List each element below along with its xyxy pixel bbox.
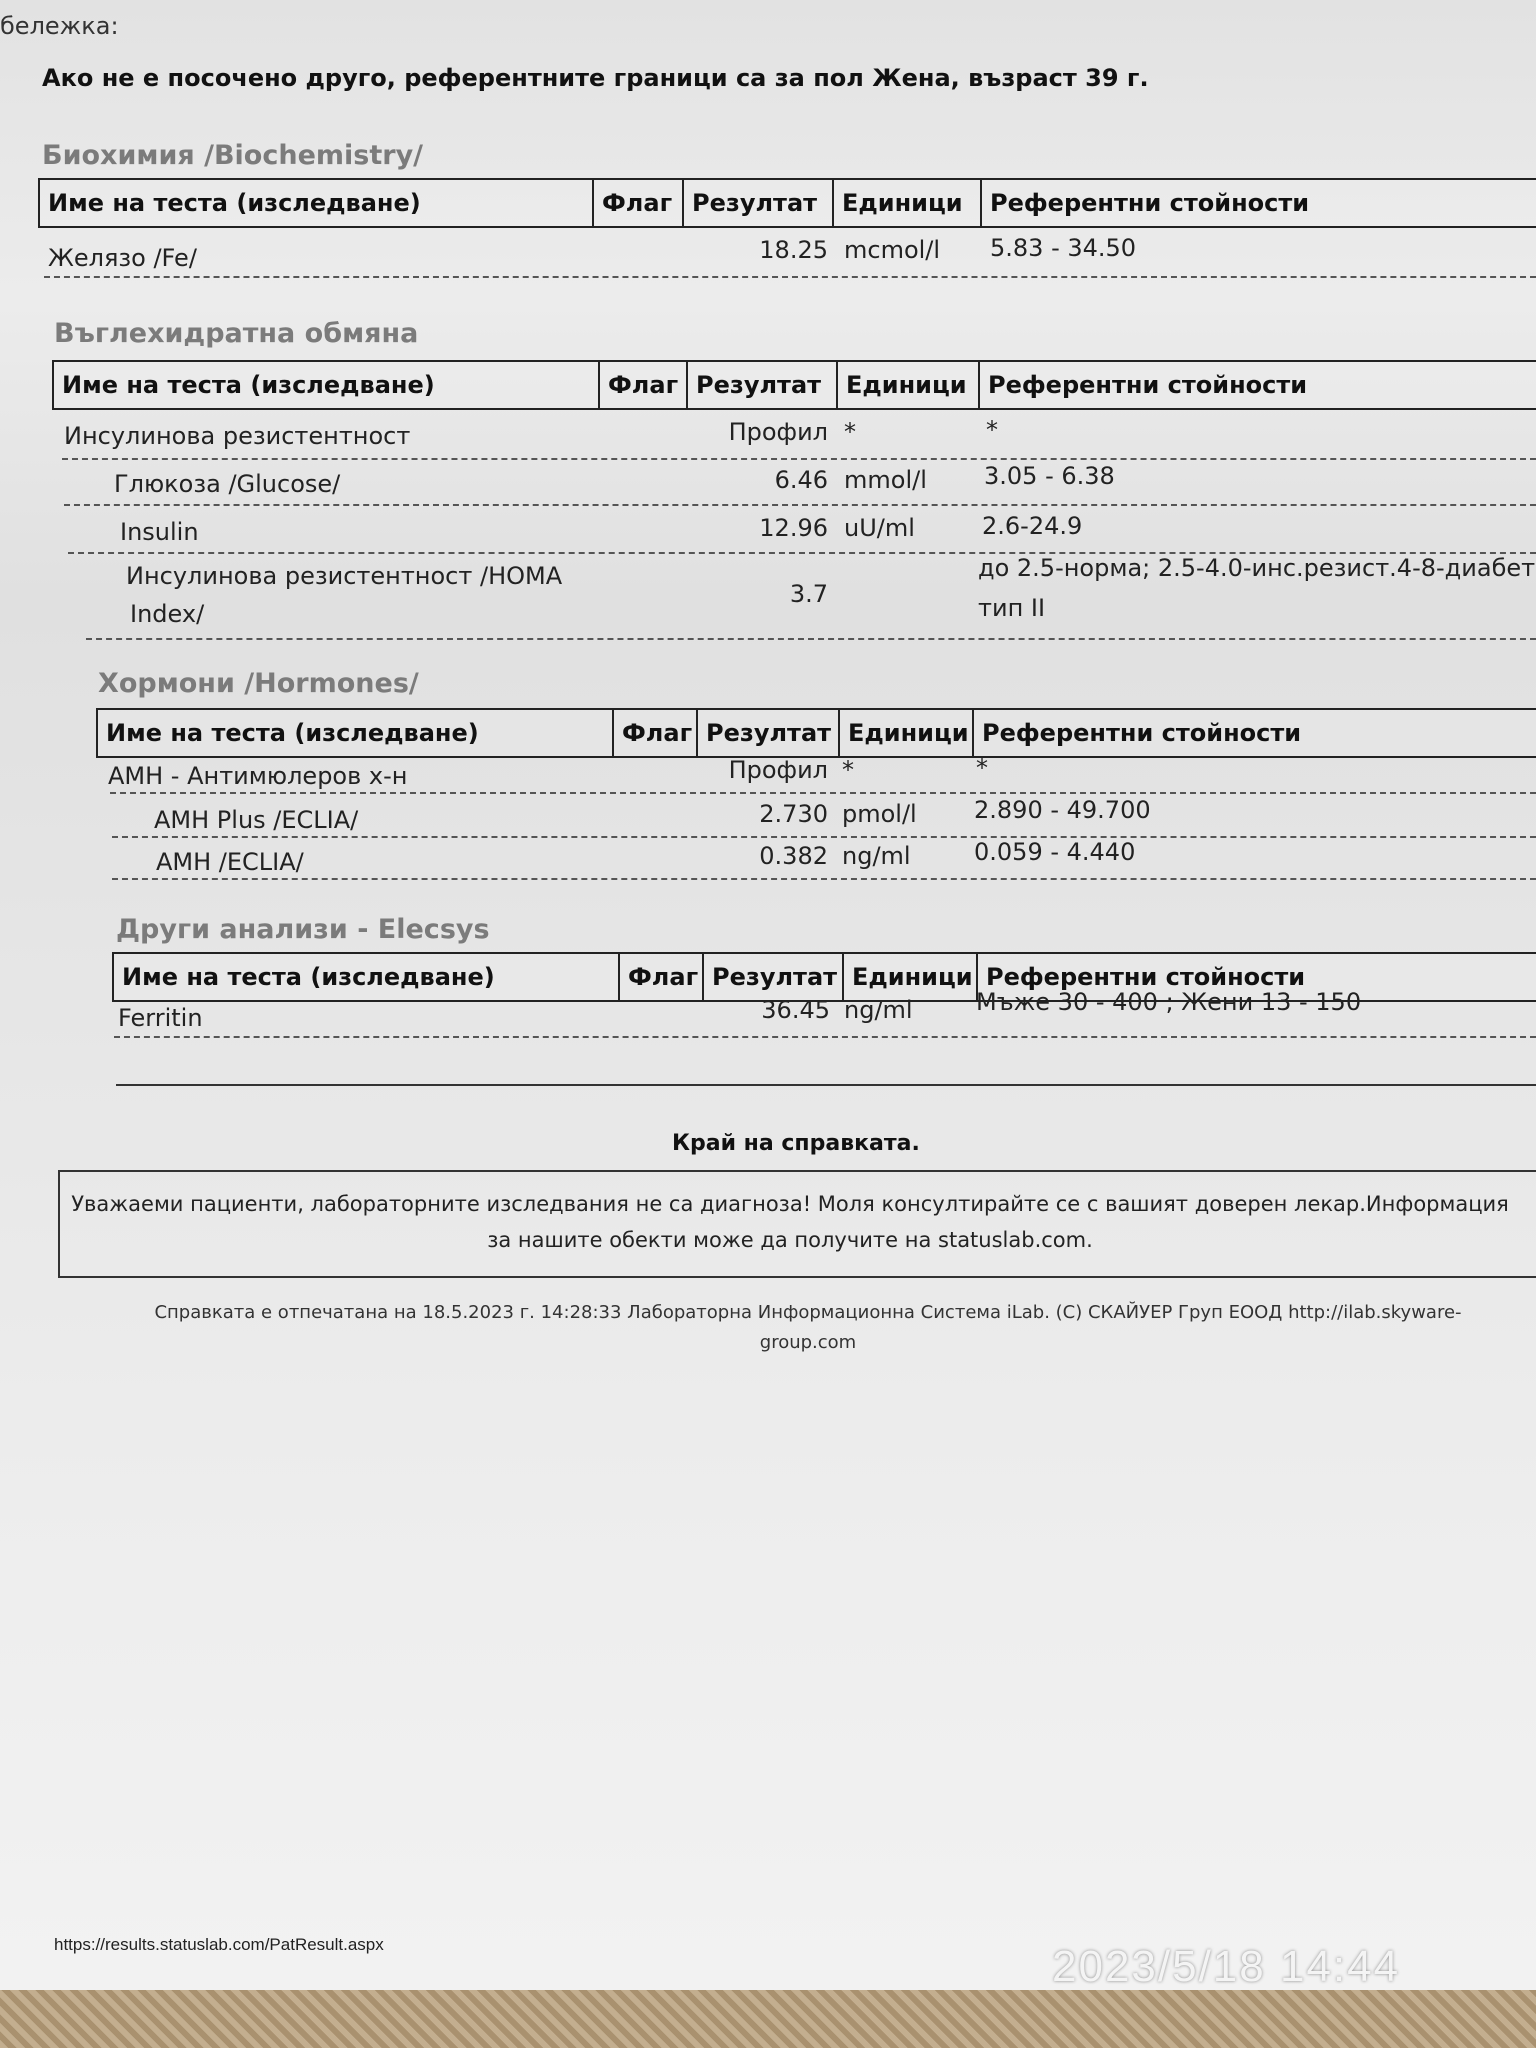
test-result: 6.46 bbox=[774, 466, 828, 494]
test-reference: Мъже 30 - 400 ; Жени 13 - 150 bbox=[976, 988, 1362, 1016]
column-header-units: Единици bbox=[836, 362, 978, 408]
column-header-flag: Флаг bbox=[598, 362, 686, 408]
section-title-hormones: Хормони /Hormones/ bbox=[98, 668, 419, 699]
photo-timestamp: 2023/5/18 14:44 bbox=[1052, 1942, 1401, 1990]
column-header-name: Име на теста (изследване) bbox=[48, 189, 421, 217]
test-reference: 5.83 - 34.50 bbox=[990, 234, 1137, 262]
row-divider bbox=[114, 1036, 1536, 1038]
test-units: ng/ml bbox=[842, 842, 911, 870]
column-header-reference: Референтни стойности bbox=[972, 710, 1536, 756]
column-header-units: Единици bbox=[832, 180, 980, 226]
column-header-flag: Флаг bbox=[618, 954, 702, 1000]
section-title-carbohydrate: Въглехидратна обмяна bbox=[54, 318, 419, 349]
column-header-units: Единици bbox=[842, 954, 976, 1000]
column-header-reference: Референтни стойности bbox=[978, 362, 1536, 408]
test-reference-line-1: до 2.5-норма; 2.5-4.0-инс.резист.4-8-диабет bbox=[978, 554, 1536, 582]
test-result: 12.96 bbox=[759, 514, 828, 542]
column-header-result: Резултат bbox=[682, 180, 832, 226]
disclaimer-text bbox=[60, 1186, 1520, 1258]
section-title-other: Други анализи - Elecsys bbox=[116, 914, 490, 945]
column-header-flag: Флаг bbox=[612, 710, 696, 756]
test-result: 0.382 bbox=[759, 842, 828, 870]
row-divider bbox=[44, 276, 1536, 278]
column-header-result: Резултат bbox=[702, 954, 842, 1000]
column-header-name: Име на теста (изследване) bbox=[122, 963, 495, 991]
test-units: uU/ml bbox=[844, 514, 915, 542]
test-reference: 0.059 - 4.440 bbox=[974, 838, 1136, 866]
column-header-reference: Референтни стойности bbox=[976, 954, 1536, 1000]
test-units: * bbox=[844, 418, 856, 446]
test-name: AMH Plus /ECLIA/ bbox=[154, 806, 359, 834]
column-header-name: Име на теста (изследване) bbox=[62, 371, 435, 399]
test-units: mmol/l bbox=[844, 466, 927, 494]
test-result: 3.7 bbox=[789, 580, 828, 608]
column-header-result: Резултат bbox=[696, 710, 838, 756]
row-divider bbox=[110, 792, 1536, 794]
test-name: Ferritin bbox=[118, 1004, 203, 1032]
test-reference-line-2: тип II bbox=[978, 594, 1046, 622]
reference-note: Ако не е посочено друго, референтните граници са за пол Жена, възраст 39 г. bbox=[42, 64, 1149, 92]
disclaimer-box bbox=[58, 1170, 1536, 1278]
disclaimer-line-2: за нашите обекти може да получите на statuslab.com. bbox=[487, 1228, 1093, 1252]
test-result: 2.730 bbox=[759, 800, 828, 828]
test-name: Глюкоза /Glucose/ bbox=[114, 470, 341, 498]
test-name: AMH - Антимюлеров х-н bbox=[108, 762, 408, 790]
column-header-name: Име на теста (изследване) bbox=[106, 719, 479, 747]
printed-info bbox=[98, 1298, 1518, 1358]
row-divider bbox=[64, 504, 1536, 506]
test-name-line-2: Index/ bbox=[130, 600, 205, 628]
test-reference: * bbox=[986, 416, 998, 444]
table-header-biochemistry bbox=[38, 178, 1536, 228]
column-header-flag: Флаг bbox=[592, 180, 682, 226]
background-fabric bbox=[0, 1990, 1536, 2048]
test-name: AMH /ECLIA/ bbox=[156, 848, 304, 876]
disclaimer-line-1: Уважаеми пациенти, лабораторните изследвания не са диагноза! Моля консултирайте се с вашият доверен лекар.Информация bbox=[71, 1192, 1509, 1216]
end-separator bbox=[116, 1084, 1536, 1086]
section-title-biochemistry: Биохимия /Biochemistry/ bbox=[42, 140, 424, 171]
test-result: Профил bbox=[728, 418, 828, 446]
column-header-reference: Референтни стойности bbox=[980, 180, 1536, 226]
test-name: Желязо /Fe/ bbox=[48, 244, 197, 272]
page-url: https://results.statuslab.com/PatResult.aspx bbox=[54, 1935, 384, 1954]
test-reference: 3.05 - 6.38 bbox=[984, 462, 1115, 490]
test-units: pmol/l bbox=[842, 800, 917, 828]
table-header-hormones bbox=[96, 708, 1536, 758]
row-divider bbox=[62, 458, 1536, 460]
test-reference: * bbox=[976, 754, 988, 782]
test-result: Профил bbox=[728, 756, 828, 784]
column-header-result: Резултат bbox=[686, 362, 836, 408]
printed-line-2: group.com bbox=[759, 1332, 857, 1353]
test-units: * bbox=[842, 756, 854, 784]
note-label: бележка: bbox=[0, 12, 119, 40]
test-name-line-1: Инсулинова резистентност /HOMA bbox=[126, 562, 563, 590]
test-units: mcmol/l bbox=[844, 236, 941, 264]
end-of-report: Край на справката. bbox=[672, 1131, 920, 1156]
test-units: ng/ml bbox=[844, 996, 913, 1024]
test-result: 36.45 bbox=[761, 996, 830, 1024]
test-result: 18.25 bbox=[759, 236, 828, 264]
column-header-units: Единици bbox=[838, 710, 972, 756]
table-header-carbohydrate bbox=[52, 360, 1536, 410]
test-reference: 2.6-24.9 bbox=[982, 512, 1083, 540]
printed-line-1: Справката е отпечатана на 18.5.2023 г. 14:28:33 Лабораторна Информационна Система iLab. (C) СКАЙУЕР Груп ЕООД http://ilab.skyware- bbox=[154, 1302, 1462, 1323]
row-divider bbox=[112, 836, 1536, 838]
test-name: Инсулинова резистентност bbox=[64, 422, 411, 450]
test-name: Insulin bbox=[120, 518, 199, 546]
row-divider bbox=[86, 638, 1536, 640]
test-reference: 2.890 - 49.700 bbox=[974, 796, 1151, 824]
row-divider bbox=[112, 878, 1536, 880]
